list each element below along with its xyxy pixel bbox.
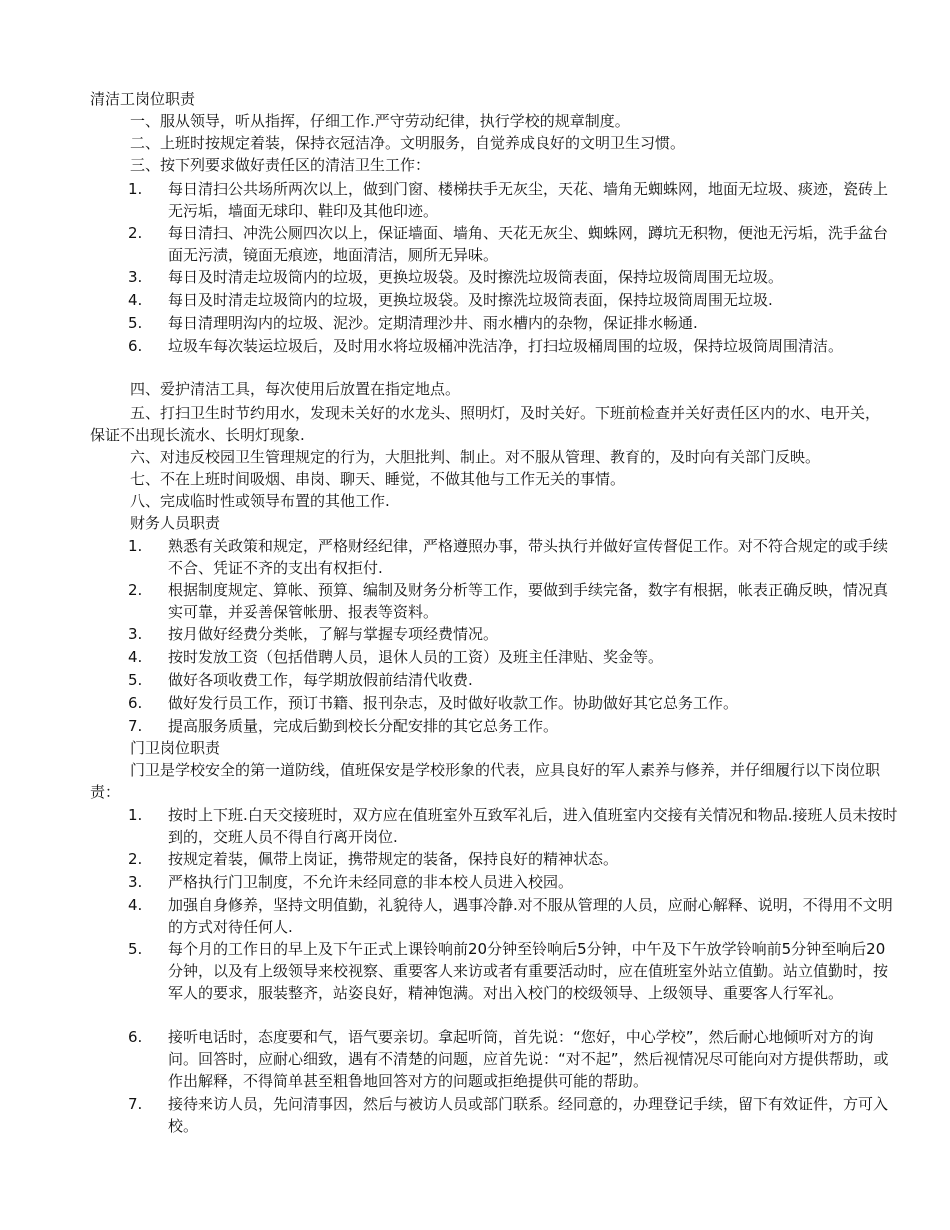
list-number: 2. (128, 224, 143, 242)
list-number: 1. (128, 806, 143, 824)
paragraph: 七、不在上班时间吸烟、串岗、聊天、睡觉，不做其他与工作无关的事情。 (130, 470, 626, 488)
section-title-cleaner: 清洁工岗位职责 (90, 90, 196, 108)
list-number: 2. (128, 850, 143, 868)
list-number: 3. (128, 625, 143, 643)
list-text: 按时上下班.白天交接班时，双方应在值班室外互致军礼后，进入值班室内交接有关情况和物品.接班人员未按时到的，交班人员不得自行离开岗位. (168, 806, 898, 846)
list-item (128, 715, 898, 737)
list-text: 严格执行门卫制度，不允许未经同意的非本校人员进入校园。 (168, 873, 574, 891)
list-number: 5. (128, 314, 143, 332)
list-number: 6. (128, 337, 143, 355)
list-item (128, 894, 898, 938)
list-number: 5. (128, 671, 143, 689)
list-item (128, 266, 898, 288)
list-text: 提高服务质量，完成后勤到校长分配安排的其它总务工作。 (168, 717, 559, 735)
list-text: 加强自身修养，坚持文明值勤，礼貌待人，遇事冷静.对不服从管理的人员，应耐心解释、说明，不得用不文明的方式对待任何人. (168, 896, 893, 936)
section-title-guard: 门卫岗位职责 (130, 739, 221, 757)
list-text: 按规定着装，佩带上岗证，携带规定的装备，保持良好的精神状态。 (168, 850, 619, 868)
paragraph: 三、按下列要求做好责任区的清洁卫生工作： (130, 156, 431, 174)
list-item (128, 804, 898, 848)
list-number: 1. (128, 537, 143, 555)
list-item (128, 222, 898, 266)
list-item (128, 178, 898, 222)
list-text: 每个月的工作日的早上及下午正式上课铃响前20分钟至铃响后5分钟，中午及下午放学铃响前5分钟至响后20分钟，以及有上级领导来校视察、重要客人来访或者有重要活动时，应在值班室外站立值勤。站立值勤时，按军人的要求，服装整齐，站姿良好，精神饱满。对出入校门的校级领导、上级领导、重要客人行军礼。 (168, 940, 889, 1002)
list-number: 4. (128, 291, 143, 309)
list-item (128, 289, 898, 311)
paragraph: 二、上班时按规定着装，保持衣冠洁净。文明服务，自觉养成良好的文明卫生习惯。 (130, 134, 686, 152)
list-text: 按时发放工资（包括借聘人员，退休人员的工资）及班主任津贴、奖金等。 (168, 648, 664, 666)
list-number: 7. (128, 717, 143, 735)
paragraph: 六、对违反校园卫生管理规定的行为，大胆批判、制止。对不服从管理、教育的，及时向有关部门反映。 (130, 448, 821, 466)
list-number: 7. (128, 1095, 143, 1113)
list-item (128, 1026, 898, 1092)
list-text: 每日清扫公共场所两次以上，做到门窗、楼梯扶手无灰尘，天花、墙角无蜘蛛网，地面无垃圾、痰迹，瓷砖上无污垢，墙面无球印、鞋印及其他印迹。 (168, 180, 889, 220)
list-item (128, 312, 898, 334)
paragraph: 四、爱护清洁工具，每次使用后放置在指定地点。 (130, 380, 461, 398)
list-item (128, 848, 898, 870)
list-item (128, 646, 898, 668)
list-item (128, 535, 898, 579)
list-text: 做好各项收费工作，每学期放假前结清代收费. (168, 671, 473, 689)
paragraph: 一、服从领导，听从指挥，仔细工作.严守劳动纪律，执行学校的规章制度。 (130, 112, 630, 130)
list-item (128, 669, 898, 691)
paragraph: 八、完成临时性或领导布置的其他工作. (130, 492, 390, 510)
list-item (128, 579, 898, 623)
list-text: 熟悉有关政策和规定，严格财经纪律，严格遵照办事，带头执行并做好宣传督促工作。对不符合规定的或手续不合、凭证不齐的支出有权拒付. (168, 537, 889, 577)
list-text: 垃圾车每次装运垃圾后，及时用水将垃圾桶冲洗洁净，打扫垃圾桶周围的垃圾，保持垃圾筒周围清洁。 (168, 337, 844, 355)
list-text: 按月做好经费分类帐，了解与掌握专项经费情况。 (168, 625, 499, 643)
list-item (128, 938, 898, 1004)
list-text: 每日清扫、冲洗公厕四次以上，保证墙面、墙角、天花无灰尘、蜘蛛网，蹲坑无积物，便池无污垢，洗手盆台面无污渍，镜面无痕迹，地面清洁，厕所无异味。 (168, 224, 889, 264)
list-number: 4. (128, 896, 143, 914)
paragraph: 门卫是学校安全的第一道防线，值班保安是学校形象的代表，应具良好的军人素养与修养，并仔细履行以下岗位职责： (90, 761, 881, 801)
list-text: 每日清理明沟内的垃圾、泥沙。定期清理沙井、雨水槽内的杂物，保证排水畅通. (168, 314, 698, 332)
list-number: 3. (128, 268, 143, 286)
list-text: 每日及时清走垃圾筒内的垃圾，更换垃圾袋。及时擦洗垃圾筒表面，保持垃圾筒周围无垃圾。 (168, 268, 784, 286)
list-item (128, 623, 898, 645)
list-number: 2. (128, 581, 143, 599)
list-item (128, 692, 898, 714)
list-text: 每日及时清走垃圾筒内的垃圾，更换垃圾袋。及时擦洗垃圾筒表面，保持垃圾筒周围无垃圾. (168, 291, 773, 309)
list-item (128, 871, 898, 893)
list-text: 根据制度规定、算帐、预算、编制及财务分析等工作，要做到手续完备，数字有根据，帐表正确反映，情况真实可靠，并妥善保管帐册、报表等资料。 (168, 581, 889, 621)
list-text: 做好发行员工作，预订书籍、报刊杂志，及时做好收款工作。协助做好其它总务工作。 (168, 694, 739, 712)
list-number: 6. (128, 694, 143, 712)
list-item (128, 1093, 898, 1137)
paragraph: 五、打扫卫生时节约用水，发现未关好的水龙头、照明灯，及时关好。下班前检查并关好责任区内的水、电开关，保证不出现长流水、长明灯现象. (90, 404, 881, 444)
list-number: 5. (128, 940, 143, 958)
list-number: 3. (128, 873, 143, 891)
list-text: 接听电话时，态度要和气，语气要亲切。拿起听筒，首先说：“您好，中心学校”，然后耐心地倾听对方的询问。回答时，应耐心细致，遇有不清楚的问题，应首先说：“对不起”，然后视情况尽可能向对方提供帮助，或作出解释，不得简单甚至粗鲁地回答对方的问题或拒绝提供可能的帮助。 (168, 1028, 889, 1090)
list-item (128, 335, 898, 357)
section-title-finance: 财务人员职责 (130, 514, 221, 532)
list-number: 4. (128, 648, 143, 666)
list-text: 接待来访人员，先问清事因，然后与被访人员或部门联系。经同意的，办理登记手续，留下有效证件，方可入校。 (168, 1095, 889, 1135)
list-number: 6. (128, 1028, 143, 1046)
list-number: 1. (128, 180, 143, 198)
